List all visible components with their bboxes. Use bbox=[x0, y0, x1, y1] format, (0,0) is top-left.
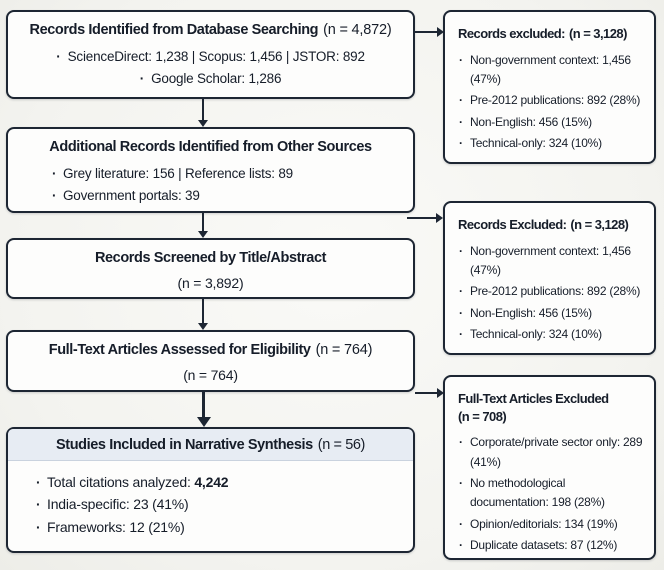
arrow-identification-to-excluded bbox=[415, 31, 437, 33]
box-records-screened bbox=[6, 238, 415, 299]
exclusion-list bbox=[458, 242, 644, 345]
list-item: · Non-government context: 1,456 (47%) bbox=[458, 51, 644, 90]
arrow-additional-down bbox=[202, 213, 204, 231]
list-item: · Total citations analyzed: 4,242 bbox=[34, 471, 403, 493]
arrow-additional-to-excluded bbox=[407, 217, 436, 219]
box-additional-records bbox=[6, 127, 415, 213]
box-title: Additional Records Identified from Other Sources bbox=[49, 139, 372, 155]
arrow-identification-down bbox=[202, 99, 204, 120]
exclusion-list bbox=[458, 433, 644, 556]
list-item: · Non-English: 456 (15%) bbox=[458, 113, 644, 132]
arrow-eligibility-to-excluded bbox=[415, 392, 437, 394]
box-title: Full-Text Articles Assessed for Eligibility (n = 764) bbox=[48, 342, 373, 358]
total-citations-value: 4,242 bbox=[194, 474, 229, 490]
box-title-band: Studies Included in Narrative Synthesis (n = 56) bbox=[8, 429, 413, 461]
box-title: Records Identified from Database Searching (n = 4,872) bbox=[29, 22, 392, 38]
list-item: · No methodological documentation: 198 (28%) bbox=[458, 474, 644, 513]
exclusion-list bbox=[458, 51, 644, 154]
box-title: Full-Text Articles Excluded (n = 708) bbox=[445, 377, 654, 425]
list-item: · Google Scholar: 1,286 bbox=[8, 68, 413, 90]
list-item: · Corporate/private sector only: 289 (41%) bbox=[458, 433, 644, 472]
list-item: · Technical-only: 324 (10%) bbox=[458, 325, 644, 344]
list-item: · Frameworks: 12 (21%) bbox=[34, 516, 403, 538]
box-records-excluded-2 bbox=[443, 201, 656, 355]
box-records-identified bbox=[6, 10, 415, 99]
source-list bbox=[8, 46, 413, 89]
list-item: · Pre-2012 publications: 892 (28%) bbox=[458, 282, 644, 301]
box-title: Records excluded: (n = 3,128) bbox=[458, 26, 627, 41]
list-item: · Non-government context: 1,456 (47%) bbox=[458, 242, 644, 281]
count-label: (n = 3,892) bbox=[177, 275, 244, 291]
count-label: (n = 764) bbox=[183, 367, 238, 383]
list-item: · India-specific: 23 (41%) bbox=[34, 493, 403, 515]
arrow-eligibility-down bbox=[202, 392, 205, 418]
list-item: · Pre-2012 publications: 892 (28%) bbox=[458, 91, 644, 110]
box-studies-included bbox=[6, 427, 415, 553]
box-fulltext-assessed bbox=[6, 330, 415, 392]
source-list bbox=[8, 163, 413, 206]
list-item: · Grey literature: 156 | Reference lists: 89 bbox=[50, 163, 403, 185]
arrow-screened-down bbox=[202, 299, 204, 323]
list-item: · Government portals: 39 bbox=[50, 185, 403, 207]
result-list bbox=[8, 471, 413, 538]
box-fulltext-excluded bbox=[443, 375, 656, 560]
list-item: · Technical-only: 324 (10%) bbox=[458, 134, 644, 153]
list-item: · Non-English: 456 (15%) bbox=[458, 304, 644, 323]
list-item: · Duplicate datasets: 87 (12%) bbox=[458, 536, 644, 555]
count-label: (n = 708) bbox=[458, 408, 507, 424]
box-title: Records Excluded: (n = 3,128) bbox=[458, 217, 629, 232]
box-title: Records Screened by Title/Abstract bbox=[94, 250, 327, 266]
list-item: · Opinion/editorials: 134 (19%) bbox=[458, 515, 644, 534]
box-records-excluded-1 bbox=[443, 10, 656, 164]
list-item: · ScienceDirect: 1,238 | Scopus: 1,456 | JSTOR: 892 bbox=[8, 46, 413, 68]
